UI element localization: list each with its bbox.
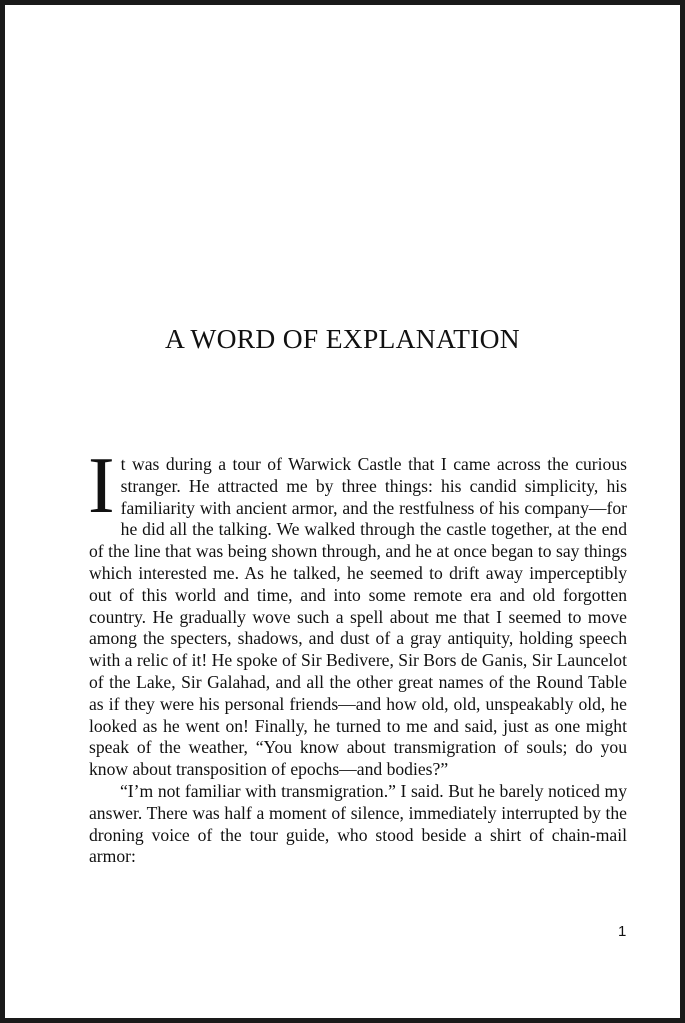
chapter-title: A WORD OF EXPLANATION	[165, 323, 520, 354]
page-number: 1	[618, 923, 627, 940]
chapter-body	[88, 442, 627, 868]
paragraph-1	[88, 442, 627, 781]
paragraph-2: “I’m not familiar with transmigration.” I said. But he barely noticed my answer. There was half a moment of silence, immediately interrupted by the droning voice of the tour guide, who stood beside a shirt of chain-mail armor:	[89, 780, 627, 867]
drop-cap: I	[88, 442, 115, 530]
paragraph-1-text: t was during a tour of Warwick Castle that I came across the curious stranger. He attracted me by three things: his candid simplicity, his familiarity with ancient armor, and the restfulness of his company—for he did all the talking. We walked through the castle together, at the end of the line that was being shown through, and he at once began to say things which interested me. As he talked, he seemed to drift away imperceptibly out of this world and time, and into some remote era and old forgotten country. He gradually wove such a spell about me that I seemed to move among the specters, shadows, and dust of a gray antiquity, holding speech with a relic of it! He spoke of Sir Bedivere, Sir Bors de Ganis, Sir Launcelot of the Lake, Sir Galahad, and all the other great names of the Round Table as if they were his personal friends—and how old, old, unspeakably old, he looked as he went on! Finally, he turned to me and said, just as one might speak of the weather, “You know about transmigration of souls; do you know about transposition of epochs—and bodies?”	[89, 454, 627, 780]
